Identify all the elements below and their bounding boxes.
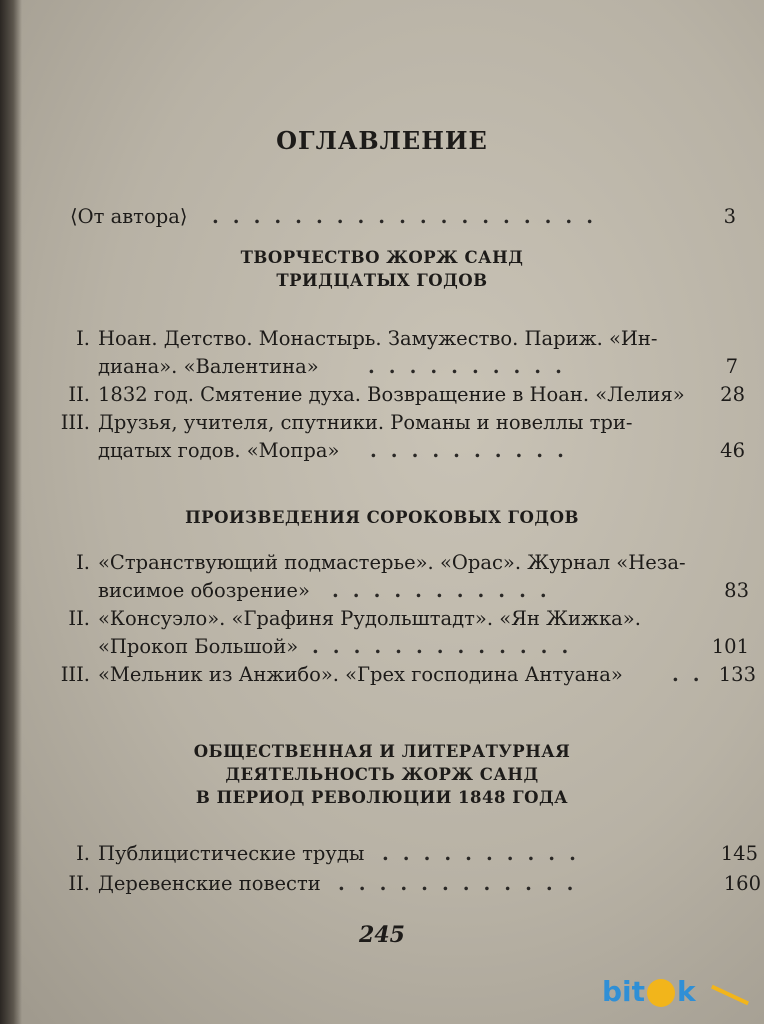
leader-dots: ........... [332,579,561,602]
page-title: ОГЛАВЛЕНИЕ [276,126,488,155]
leader-dots: ............. [312,635,583,658]
section-heading-1 [0,246,764,292]
entry-number: I. [76,551,90,574]
entry-number: III. [60,411,90,434]
heading-line: ТРИДЦАТЫХ ГОДОВ [276,271,488,290]
entry-text: Деревенские повести [98,872,321,895]
leader-dots: .......... [368,355,576,378]
watermark-logo [602,975,752,1015]
toc-entry-continuation [0,577,764,605]
entry-text: дцатых годов. «Мопра» [98,439,340,462]
heading-line: В ПЕРИОД РЕВОЛЮЦИИ 1848 ГОДА [195,788,569,807]
page-number: 28 [720,383,745,406]
page-number: 46 [720,439,745,462]
section-heading-3 [0,740,764,809]
entry-text: «Консуэло». «Графиня Рудольштадт». «Ян Жижка». [98,607,641,630]
entry-text: Друзья, учителя, спутники. Романы и новеллы три- [98,411,633,434]
page-number: 3 [723,205,736,228]
entry-number: II. [68,383,90,406]
entry-text: «Мельник из Анжибо». «Грех господина Антуана» [98,663,623,686]
entry-text: Ноан. Детство. Монастырь. Замужество. Париж. «Ин- [98,327,658,350]
leader-dots: ............ [338,872,588,895]
heading-line: ДЕЯТЕЛЬНОСТЬ ЖОРЖ САНД [225,765,539,784]
toc-entry [0,605,764,633]
entry-text: «Прокоп Большой» [98,635,299,658]
entry-number: II. [68,872,90,895]
heading-line: ОБЩЕСТВЕННАЯ И ЛИТЕРАТУРНАЯ [193,742,571,761]
entry-text: диана». «Валентина» [98,355,319,378]
heading-line: ТВОРЧЕСТВО ЖОРЖ САНД [240,248,524,267]
logo-arrow-icon [711,985,749,1006]
leader-dots: .......... [370,439,578,462]
toc-entry [0,661,764,689]
page-folio: 245 [359,922,405,948]
toc-entry [0,870,764,898]
toc-entry-continuation [0,353,764,381]
page-number: 83 [724,579,749,602]
entry-text: Публицистические труды [98,842,365,865]
entry-text: висимое обозрение» [98,579,310,602]
toc-entry [0,840,764,868]
entry-text: «Странствующий подмастерье». «Орас». Журнал «Неза- [98,551,686,574]
entry-number: I. [76,327,90,350]
entry-label: ⟨От автора⟩ [70,205,188,228]
page-number: 7 [725,355,738,378]
leader-dots: .. [672,663,714,686]
leader-dots: ................... [212,205,607,228]
section-heading-2 [0,506,764,529]
toc-entry [0,325,764,353]
logo-coin-icon [647,979,675,1007]
page-number: 145 [720,842,758,865]
leader-dots: .......... [382,842,590,865]
entry-number: I. [76,842,90,865]
entry-text: 1832 год. Смятение духа. Возвращение в Ноан. «Лелия» [98,383,685,406]
logo-text-right: k [677,975,696,1008]
toc-entry-continuation [0,437,764,465]
toc-entry-continuation [0,633,764,661]
toc-entry [0,409,764,437]
logo-text-left: bit [602,975,646,1008]
page-number: 101 [711,635,749,658]
toc-entry-intro [0,203,764,231]
toc-entry [0,549,764,577]
page-number: 160 [723,872,761,895]
heading-line: ПРОИЗВЕДЕНИЯ СОРОКОВЫХ ГОДОВ [185,508,579,527]
entry-number: II. [68,607,90,630]
entry-number: III. [60,663,90,686]
toc-entry [0,381,764,409]
page-number: 133 [718,663,756,686]
